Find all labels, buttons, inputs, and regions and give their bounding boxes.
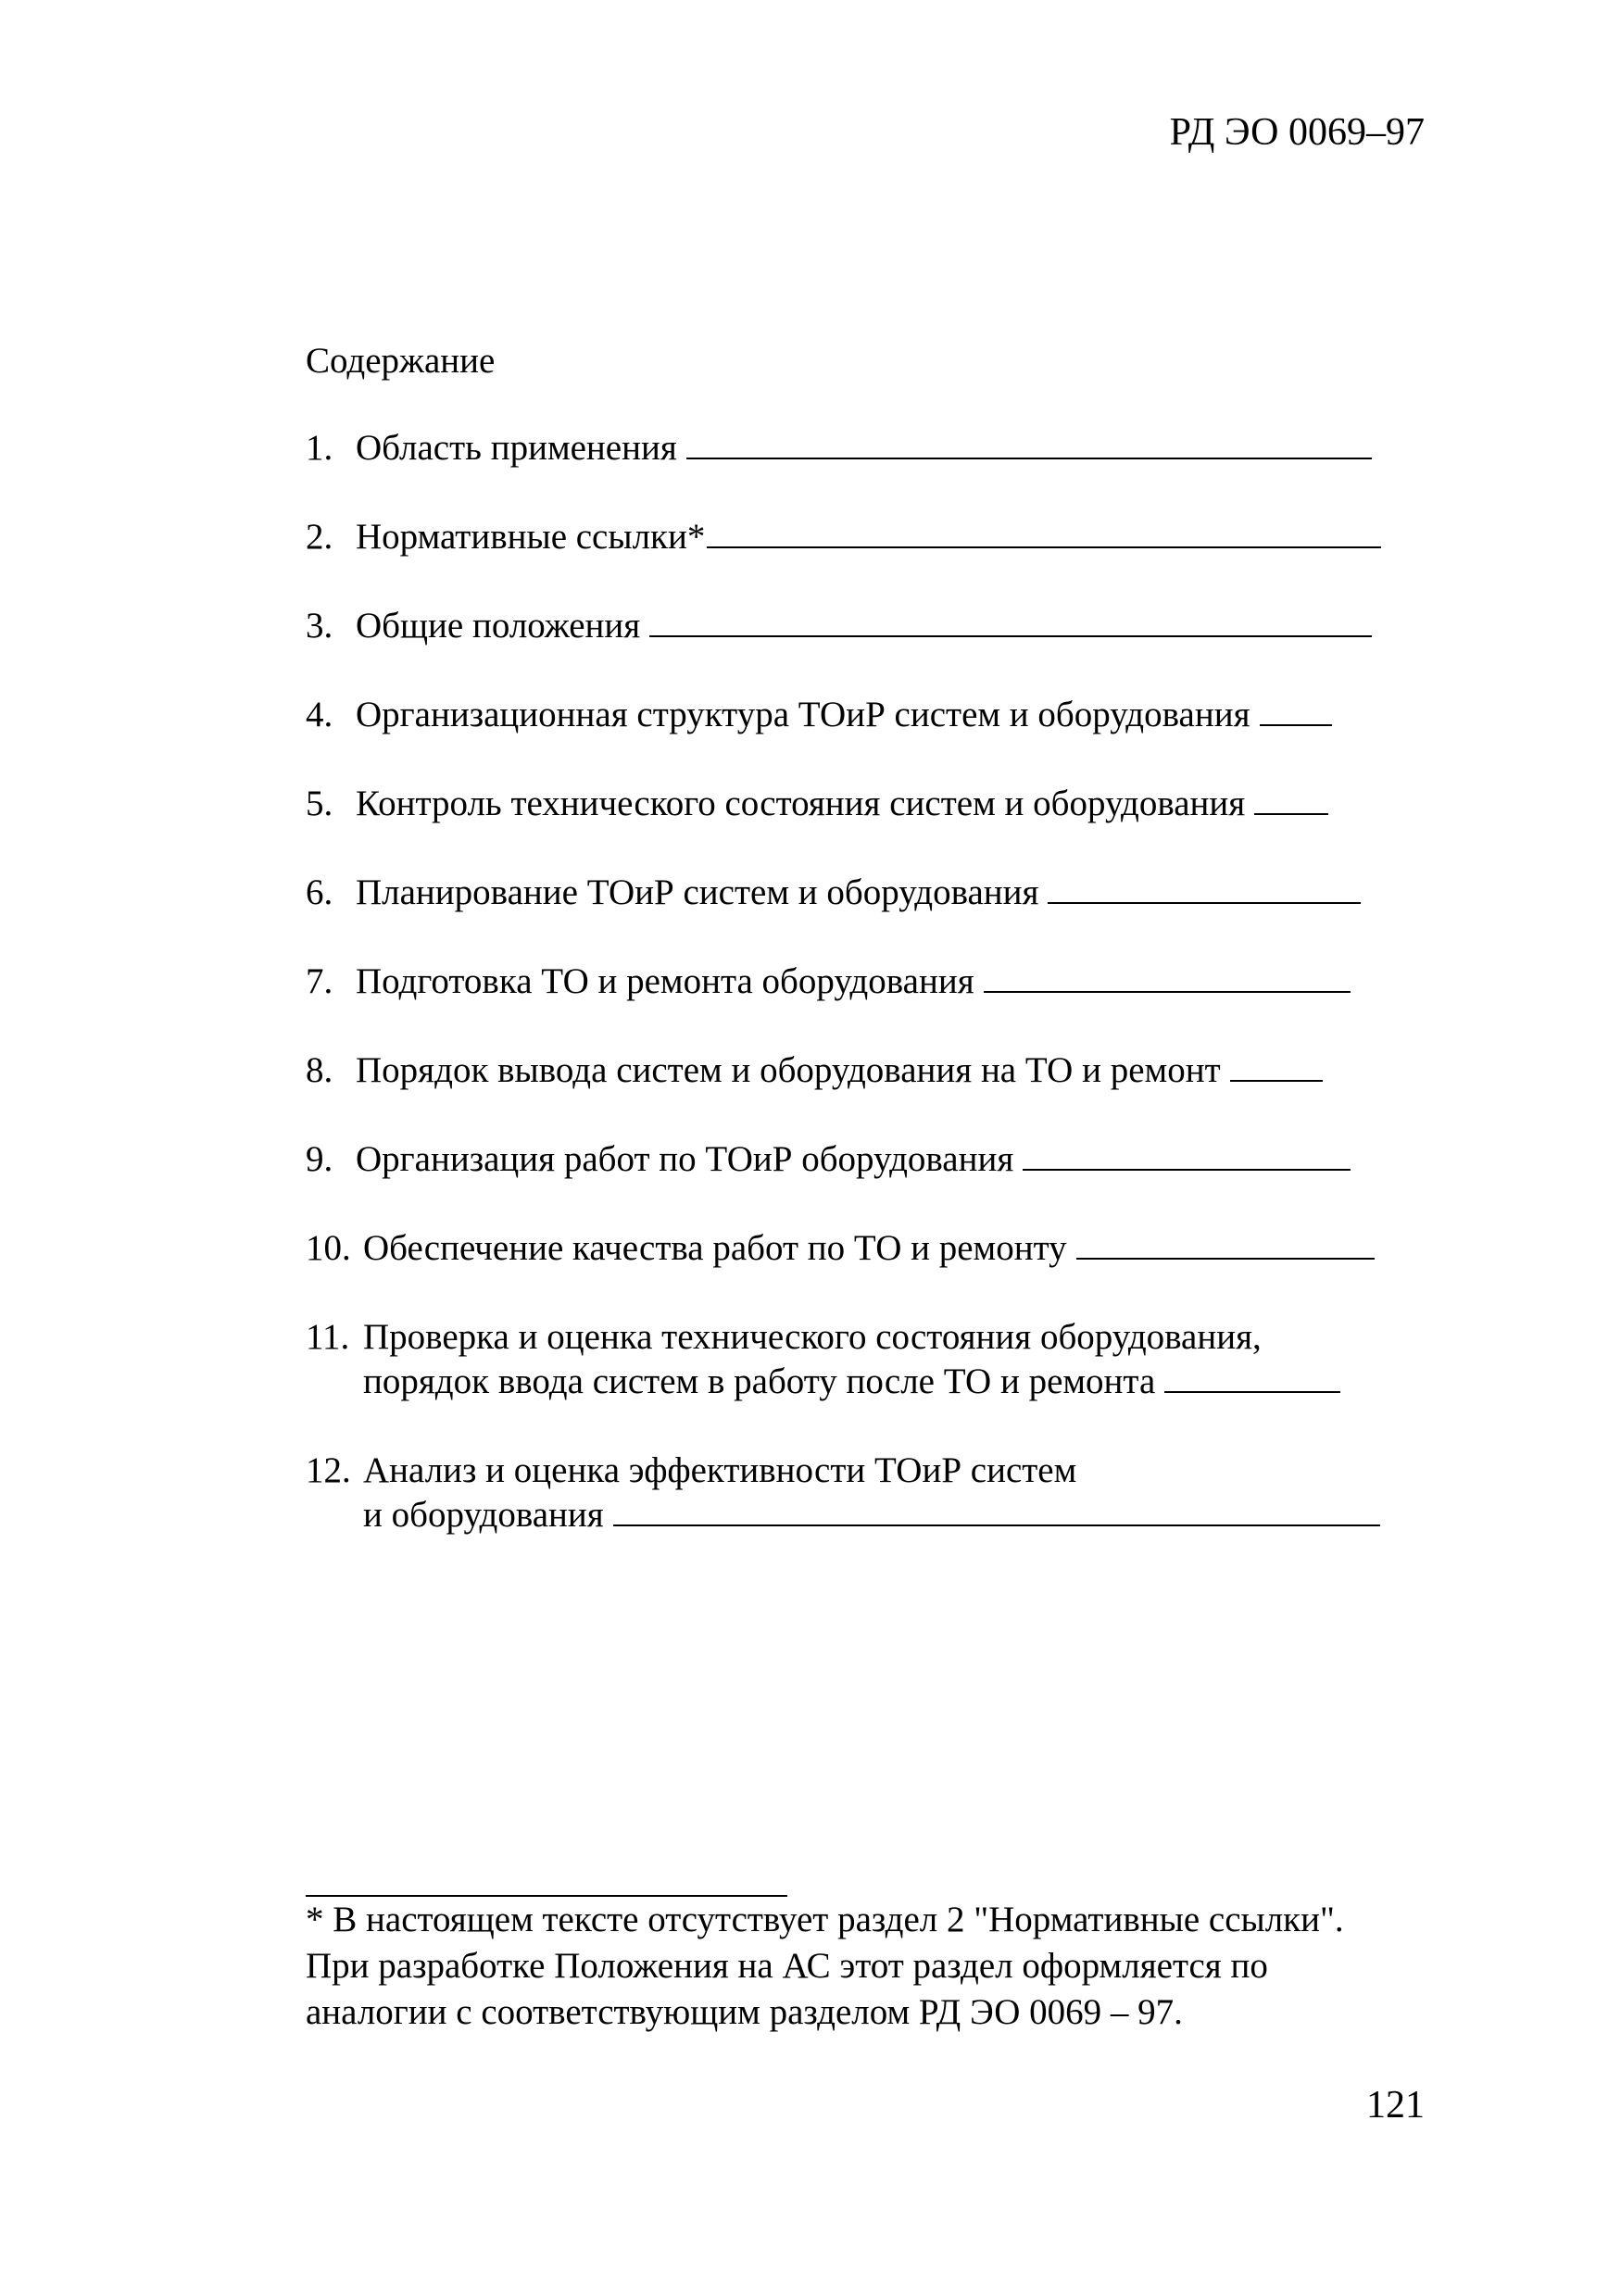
toc-item-number: 6. [306,872,333,912]
toc-item-label: Нормативные ссылки* [356,517,706,557]
toc-item-label: Контроль технического состояния систем и оборудования [356,784,1246,823]
toc-leader-line [1076,1226,1375,1260]
page-title: Содержание [306,341,496,381]
footnote-line: * В настоящем тексте отсутствует раздел 2 "Нормативные ссылки". [306,1900,1344,1939]
toc-item-label: Анализ и оценка эффективности ТОиР систем [363,1450,1077,1490]
toc-item-2 [306,515,1417,559]
toc-item-number: 4. [306,695,333,734]
toc-leader-line [1260,693,1332,726]
footnote-line: аналогии с соответствующим разделом РД ЭО 0069 – 97. [306,1992,1183,2032]
toc-leader-line [1230,1048,1323,1082]
toc-leader-line [649,604,1372,637]
toc-item-6 [306,871,1417,915]
toc-item-label: Порядок вывода систем и оборудования на ТО и ремонт [356,1050,1221,1090]
toc-item-7 [306,960,1417,1004]
toc-item-number: 5. [306,784,333,823]
toc-item-label: Проверка и оценка технического состояния оборудования, [363,1317,1262,1357]
toc-item-label-continued: и оборудования [363,1495,604,1535]
toc-leader-line [1048,871,1361,904]
toc-item-label: Обеспечение качества работ по ТО и ремонту [363,1228,1067,1268]
toc-leader-line [1254,782,1328,815]
toc-item-8 [306,1048,1417,1093]
toc-item-number: 1. [306,428,333,468]
toc-item-number: 3. [306,606,333,646]
page-number: 121 [1366,2084,1425,2127]
toc-item-10 [306,1226,1417,1271]
toc-item-label: Подготовка ТО и ремонта оборудования [356,961,974,1001]
toc-item-number: 10. [306,1228,351,1268]
toc-leader-line [686,426,1372,459]
toc-leader-line [1023,1137,1351,1171]
toc-leader-line [707,515,1381,548]
toc-item-number: 7. [306,961,333,1001]
document-code-header: РД ЭО 0069–97 [1169,111,1425,154]
toc-item-number: 9. [306,1139,333,1179]
toc-item-11 [306,1315,1417,1404]
footnote-line: При разработке Положения на АС этот раздел оформляется по [306,1946,1268,1986]
toc-item-label: Область применения [356,428,677,468]
toc-item-number: 8. [306,1050,333,1090]
toc-item-label: Организация работ по ТОиР оборудования [356,1139,1014,1179]
toc-item-number: 12. [306,1450,351,1490]
toc-item-12 [306,1449,1417,1537]
footnote [306,1897,1464,2036]
toc-item-number: 2. [306,517,333,557]
toc-item-9 [306,1137,1417,1182]
toc-leader-line [1164,1360,1340,1393]
toc-item-4 [306,693,1417,737]
toc-item-number: 11. [306,1317,350,1357]
toc-leader-line [613,1493,1380,1526]
table-of-contents [306,426,1417,1582]
toc-item-3 [306,604,1417,648]
toc-item-label: Общие положения [356,606,641,646]
toc-item-label: Планирование ТОиР систем и оборудования [356,872,1039,912]
toc-item-5 [306,782,1417,826]
toc-item-label: Организационная структура ТОиР систем и оборудования [356,695,1250,734]
toc-leader-line [984,960,1351,993]
toc-item-1 [306,426,1417,470]
toc-item-label-continued: порядок ввода систем в работу после ТО и ремонта [363,1361,1156,1401]
